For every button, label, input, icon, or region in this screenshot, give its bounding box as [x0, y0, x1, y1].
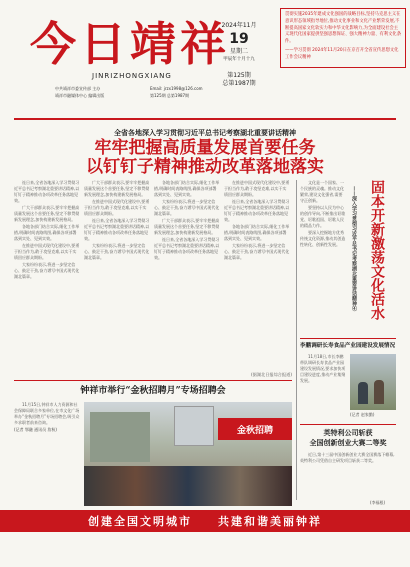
lead-paragraph: 大家纷纷表示,将进一步坚定信心、鼓足干劲,奋力谱写中国式现代化湖北篇章。: [84, 243, 150, 260]
lead-paragraph: 连日来,全省各地深入学习贯彻习近平总书记考察湖北重要讲话精神,以钉钉子精神推动各项改革任务落地见效。: [224, 199, 290, 222]
date-lunar: 甲辰年十月十九: [223, 57, 255, 62]
side-story-paragraph: 11月18日,市长李鹏带队调研长寿食品产业园建设发展情况,要求加快项目建设进度,推动产业集聚发展。: [300, 354, 346, 383]
lead-paragraph: 大家纷纷表示,将进一步坚定信心、鼓足干劲,奋力谱写中国式现代化湖北篇章。: [154, 199, 220, 216]
lead-paragraph: 各地各部门结合实际,细化工作举措,明确时间表路线图,确保各项部署落到实处、见到实效。: [224, 224, 290, 241]
promo-text: 贯彻实施2035年建成文化强国的战略目标,坚持马克思主义在意识形态领域指导地位,推动文化事业和文化产业繁荣发展,不断提高国家文化软实力和中华文化影响力,为全面建设社会主义现代化国家提供坚强思想保证、强大精神力量、有利文化条件。: [285, 12, 402, 45]
commentary-paragraph: 文化是一个国家、一个民族的灵魂。推动文化繁荣,建设文化强省,需要守正创新。: [300, 180, 344, 203]
lead-paragraph: 大家纷纷表示,将进一步坚定信心、鼓足干劲,奋力谱写中国式现代化湖北篇章。: [224, 243, 290, 260]
lead-paragraph: 连日来,全省各地深入学习贯彻习近平总书记考察湖北重要讲话精神,以钉钉子精神推动各项改革任务落地见效。: [84, 218, 150, 241]
date-block: [212, 22, 266, 88]
lead-paragraph: 在推进中国式现代化建设中,要勇于担当作为,敢于攻坚克难,以实干实绩回应群众期盼。: [84, 199, 150, 216]
lead-paragraph: 在推进中国式现代化建设中,要勇于担当作为,敢于攻坚克难,以实干实绩回应群众期盼。: [14, 243, 80, 260]
lead-column-3: [154, 180, 220, 378]
host-line: 中共靖祥市委宣传部 主办: [55, 86, 101, 91]
side-story-credit: (记者 赵家勤): [350, 412, 375, 417]
promo-box: [280, 8, 406, 68]
date-weekday: 星期二: [229, 48, 248, 55]
lead-paragraph: 广大干部群众表示,要牢牢把握高质量发展这个首要任务,坚定不移贯彻新发展理念,加快构建新发展格局。: [14, 205, 80, 222]
side-story-rule: [300, 338, 396, 339]
promo-sub: ——学习贯彻 2024年11月20日在京召开全省宣传思想文化工作会议精神: [285, 47, 399, 60]
lead-byline: (据湖北日报综合报道): [251, 372, 292, 377]
date-day: 19: [229, 31, 249, 47]
commentary-series: ——深入学习贯彻习近平总书记考察湖北重要讲话精神④: [351, 186, 357, 311]
photo-story-rule: [14, 380, 292, 381]
lead-column-1: [14, 180, 80, 378]
photo-story-text: [14, 402, 80, 490]
award-title-1: 英特利公司斩获: [323, 428, 373, 437]
commentary-column: [300, 180, 346, 330]
lead-headline-1: 牢牢把握高质量发展首要任务: [94, 138, 316, 158]
lead-paragraph: 大家纷纷表示,将进一步坚定信心、鼓足干劲,奋力谱写中国式现代化湖北篇章。: [14, 262, 80, 279]
commentary-title: 固本开新激荡文化活水: [369, 180, 385, 320]
lead-kicker: 全省各地深入学习贯彻习近平总书记考察湖北重要讲话精神: [114, 129, 296, 137]
lead-paragraph: 在推进中国式现代化建设中,要勇于担当作为,敢于攻坚克难,以实干实绩回应群众期盼。: [224, 180, 290, 197]
commentary-paragraph: 要深入挖掘地方优秀传统文化资源,推动其创造性转化、创新性发展。: [300, 230, 346, 247]
lead-column-2: [84, 180, 150, 378]
award-story-body: [300, 452, 396, 500]
photo-story-paragraph: 11月15日,钟祥市人力资源和社会保障局联合多家单位,在市文化广场举办“金秋招聘月”专场招聘会,吸引众多求职者前来咨询。: [14, 402, 80, 425]
slogan-left: 创建全国文明城市: [88, 515, 192, 528]
award-title-2: 全国创新创业大赛二等奖: [309, 438, 387, 447]
lead-paragraph: 广大干部群众表示,要牢牢把握高质量发展这个首要任务,坚定不移贯彻新发展理念,加快构建新发展格局。: [154, 218, 220, 235]
publisher-line: 靖祥市融媒体中心 编辑出版: [55, 93, 105, 98]
date-year-month: 2024年11月: [221, 22, 257, 29]
column-divider: [296, 180, 297, 500]
lead-paragraph: 广大干部群众表示,要牢牢把握高质量发展这个首要任务,坚定不移贯彻新发展理念,加快构建新发展格局。: [84, 180, 150, 197]
lead-paragraph: 连日来,全省各地深入学习贯彻习近平总书记考察湖北重要讲话精神,以钉钉子精神推动各项改革任务落地见效。: [154, 237, 220, 260]
lead-paragraph: 各地各部门结合实际,细化工作举措,明确时间表路线图,确保各项部署落到实处、见到实效。: [14, 224, 80, 241]
photo-story-credit: (记者 鄂融 通讯员 詹秋): [14, 427, 57, 432]
issue-line: 第125期 总第1987期: [150, 93, 190, 98]
slogan-banner: [0, 510, 410, 532]
date-issue: 第125期: [227, 72, 251, 79]
job-fair-photo: [84, 402, 292, 506]
side-story-column-1: [300, 354, 346, 420]
photo-story-title: 钟祥市举行“金秋招聘月”专场招聘会: [80, 386, 226, 396]
commentary-paragraph: 要坚持以人民为中心的创作导向,不断推出讴歌党、讴歌祖国、讴歌人民的精品力作。: [300, 205, 346, 228]
lead-headline-2: 以钉钉子精神推动改革落地落实: [86, 157, 324, 177]
lead-paragraph: 连日来,全省各地深入学习贯彻习近平总书记考察湖北重要讲话精神,以钉钉子精神推动各项改革任务落地见效。: [14, 180, 80, 203]
side-story-title: 李鹏调研长寿食品产业园建设发展情况: [300, 343, 396, 349]
masthead-pinyin: JINRIZHONGXIANG: [92, 72, 172, 80]
lead-paragraph: 各地各部门结合实际,细化工作举措,明确时间表路线图,确保各项部署落到实处、见到实效。: [154, 180, 220, 197]
date-total: 总第1987期: [222, 80, 256, 87]
award-story-rule: [300, 424, 396, 425]
side-story-photo: [350, 354, 396, 410]
job-fair-sign: 金秋招聘: [218, 418, 292, 440]
award-credit: (李福根): [370, 500, 386, 505]
masthead-title: 今日靖祥: [30, 17, 230, 71]
masthead-rule: [14, 118, 396, 120]
lead-column-4: [224, 180, 290, 370]
contact-line: Email: jrzx1998@126.com: [150, 86, 203, 91]
slogan-right: 共建和谐美丽钟祥: [218, 515, 322, 528]
award-paragraph: 近日,第十三届中国创新创业大赛全国赛落下帷幕,英特利公司凭借自主研发项目斩获二等奖。: [300, 452, 395, 463]
